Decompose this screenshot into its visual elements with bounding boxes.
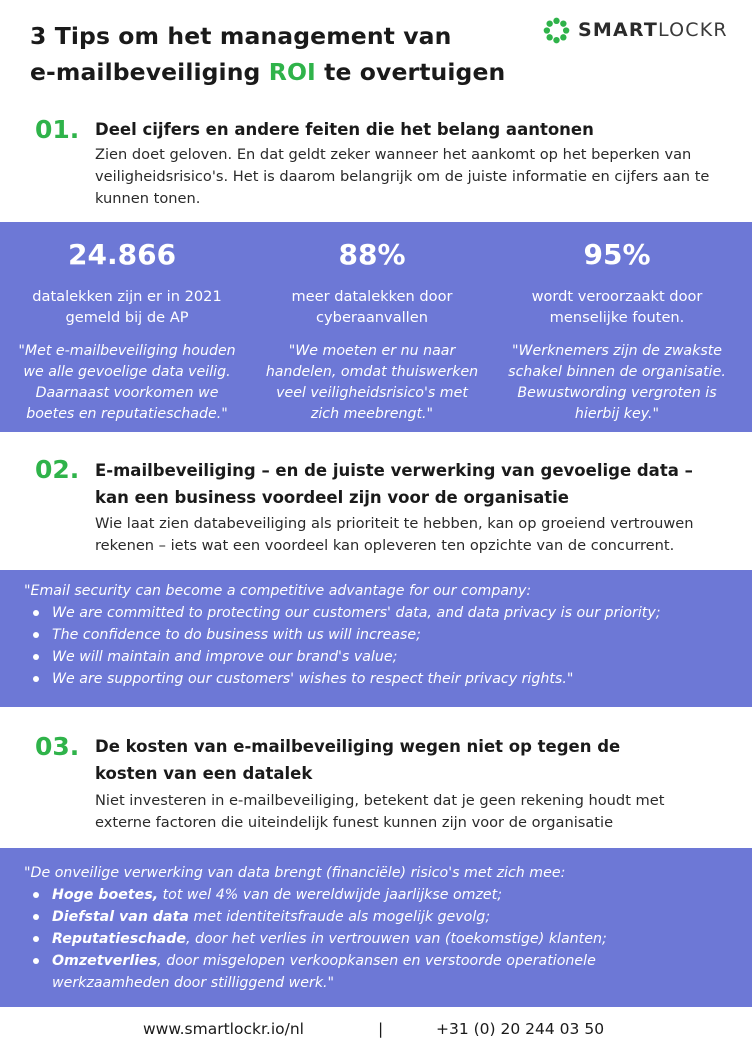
section-2-body bbox=[95, 513, 745, 557]
stat-quote-line: "Werknemers zijn de zwakste bbox=[511, 343, 723, 359]
bullet-icon bbox=[33, 958, 39, 964]
section-3-body bbox=[95, 790, 745, 834]
stats-band bbox=[0, 222, 752, 432]
body-line: Niet investeren in e-mailbeveiliging, betekent dat je geen rekening houdt met bbox=[95, 792, 665, 809]
section-3-number: 03. bbox=[35, 732, 80, 761]
list-item-text: The confidence to do business with us will increase; bbox=[52, 627, 421, 643]
logo-text bbox=[578, 19, 728, 41]
list-item-text: We are committed to protecting our customers' data, and data privacy is our priority; bbox=[52, 605, 661, 621]
list-item bbox=[24, 884, 752, 906]
stat-quote-line: veel veiligheidsrisico's met bbox=[276, 385, 468, 401]
stat-label bbox=[250, 286, 494, 328]
footer bbox=[0, 1018, 752, 1044]
footer-website-link[interactable]: www.smartlockr.io/nl bbox=[143, 1020, 304, 1038]
body-line: rekenen – iets wat een voordeel kan opleveren ten opzichte van de concurrent. bbox=[95, 537, 675, 554]
stat-quote-line: handelen, omdat thuiswerken bbox=[265, 364, 479, 380]
stat-column-2 bbox=[250, 222, 494, 425]
stat-quote-line: schakel binnen de organisatie. bbox=[508, 364, 726, 380]
list-item bbox=[24, 624, 752, 646]
quote-list bbox=[24, 602, 752, 690]
list-item-text: tot wel 4% van de wereldwijde jaarlijkse omzet; bbox=[158, 887, 502, 903]
stat-quote bbox=[250, 341, 494, 425]
stat-quote bbox=[494, 341, 740, 425]
list-item bbox=[24, 950, 752, 994]
heading-line: E-mailbeveiliging – en de juiste verwerking van gevoelige data – bbox=[95, 461, 693, 480]
stat-label bbox=[4, 286, 250, 328]
section-3-heading bbox=[95, 733, 735, 787]
section-1-heading: Deel cijfers en andere feiten die het belang aantonen bbox=[95, 120, 594, 139]
stat-quote-line: hierbij key." bbox=[574, 406, 660, 422]
stat-value: 88% bbox=[338, 238, 406, 271]
list-item-continuation: werkzaamheden door stilliggend werk." bbox=[52, 975, 335, 991]
stat-column-3 bbox=[494, 222, 740, 425]
page-title bbox=[30, 18, 505, 90]
stat-label-line: cyberaanvallen bbox=[316, 309, 428, 326]
stat-label-line: wordt veroorzaakt door bbox=[531, 288, 703, 305]
body-line: externe factoren die uiteindelijk funest kunnen zijn voor de organisatie bbox=[95, 814, 614, 831]
quote-list bbox=[24, 884, 752, 994]
stat-quote-line: Daarnaast voorkomen we bbox=[35, 385, 219, 401]
stat-quote-line: "We moeten er nu naar bbox=[288, 343, 456, 359]
body-line: Wie laat zien databeveiliging als prioriteit te hebben, kan op groeiend vertrouwen bbox=[95, 515, 694, 532]
title-line-1: 3 Tips om het management van bbox=[30, 22, 452, 50]
list-item-text: We are supporting our customers' wishes to respect their privacy rights." bbox=[52, 671, 574, 687]
list-item bbox=[24, 602, 752, 624]
heading-line: kosten van een datalek bbox=[95, 764, 313, 783]
footer-separator: | bbox=[378, 1020, 384, 1038]
smartlockr-logo bbox=[543, 15, 728, 45]
heading-line: De kosten van e-mailbeveiliging wegen niet op tegen de bbox=[95, 737, 621, 756]
bullet-icon bbox=[33, 654, 39, 660]
quote-intro: "De onveilige verwerking van data brengt (financiële) risico's met zich mee: bbox=[24, 865, 566, 881]
logo-text-bold: SMART bbox=[578, 19, 659, 41]
bullet-icon bbox=[33, 914, 39, 920]
list-item-bold: Hoge boetes, bbox=[52, 887, 159, 903]
list-item-bold: Omzetverlies bbox=[52, 953, 158, 969]
stat-column-1 bbox=[4, 222, 250, 425]
quote-band-2 bbox=[0, 570, 752, 707]
list-item-bold: Reputatieschade bbox=[52, 931, 187, 947]
list-item-text: , door het verlies in vertrouwen van (toekomstige) klanten; bbox=[186, 931, 607, 947]
stat-quote-line: we alle gevoelige data veilig. bbox=[23, 364, 231, 380]
title-text-end: te overtuigen bbox=[315, 58, 506, 86]
list-item bbox=[24, 668, 752, 690]
bullet-icon bbox=[33, 892, 39, 898]
logo-ring-icon bbox=[543, 17, 570, 44]
stat-label bbox=[494, 286, 740, 328]
section-1-number: 01. bbox=[35, 115, 80, 144]
stat-value: 24.866 bbox=[68, 238, 177, 271]
list-item bbox=[24, 646, 752, 668]
section-2-number: 02. bbox=[35, 455, 80, 484]
stat-quote-line: zich meebrengt." bbox=[310, 406, 434, 422]
bullet-icon bbox=[33, 936, 39, 942]
stat-value: 95% bbox=[583, 238, 651, 271]
list-item-text: met identiteitsfraude als mogelijk gevolg; bbox=[188, 909, 491, 925]
logo-text-light: LOCKR bbox=[658, 19, 728, 41]
title-accent: ROI bbox=[268, 58, 316, 86]
list-item-text: , door misgelopen verkoopkansen en verstoorde operationele bbox=[157, 953, 596, 969]
bullet-icon bbox=[33, 676, 39, 682]
bullet-icon bbox=[33, 632, 39, 638]
list-item-bold: Diefstal van data bbox=[52, 909, 189, 925]
list-item bbox=[24, 928, 752, 950]
quote-band-3 bbox=[0, 848, 752, 1007]
stat-quote-line: "Met e-mailbeveiliging houden bbox=[18, 343, 236, 359]
heading-line: kan een business voordeel zijn voor de organisatie bbox=[95, 488, 569, 507]
footer-phone[interactable]: +31 (0) 20 244 03 50 bbox=[436, 1020, 605, 1038]
stat-quote-line: boetes en reputatieschade." bbox=[26, 406, 228, 422]
title-text: e-mailbeveiliging bbox=[30, 58, 269, 86]
stat-label-line: datalekken zijn er in 2021 bbox=[32, 288, 222, 305]
stat-label-line: meer datalekken door bbox=[291, 288, 453, 305]
stat-label-line: gemeld bij de AP bbox=[65, 309, 189, 326]
section-1-body: Zien doet geloven. En dat geldt zeker wanneer het aankomt op het beperken van veiligheidsrisico's. Het is daarom belangrijk om de juiste informatie en cijfers aan te kunnen tonen. bbox=[95, 146, 710, 207]
title-line-2 bbox=[30, 54, 505, 90]
bullet-icon bbox=[33, 610, 39, 616]
list-item-text: We will maintain and improve our brand's value; bbox=[52, 649, 398, 665]
stat-quote-line: Bewustwording vergroten is bbox=[517, 385, 717, 401]
quote-intro: "Email security can become a competitive advantage for our company: bbox=[24, 583, 532, 599]
section-2-heading bbox=[95, 457, 735, 511]
stat-quote bbox=[4, 341, 250, 425]
stat-label-line: menselijke fouten. bbox=[549, 309, 685, 326]
list-item bbox=[24, 906, 752, 928]
